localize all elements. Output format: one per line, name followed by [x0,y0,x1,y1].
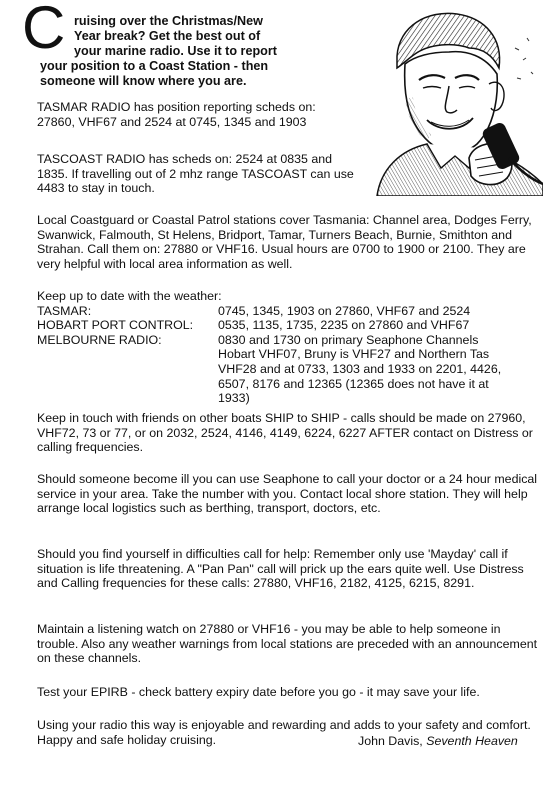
ship-to-ship-paragraph: Keep in touch with friends on other boats SHIP to SHIP - calls should be made on 27960, VHF72, 73 or 77, or on 2032, 2524, 4146, 4149, 6224, 6227 AFTER contact on Distress or calling frequencies. [37,411,533,455]
intro-line: Year break? Get the best out of [74,29,261,43]
difficulties-paragraph: Should you find yourself in difficulties call for help: Remember only use 'Mayday' call if situation is life threatening. A "Pan Pan" call will prick up the ears quite well. Use Distress and Calling frequencies for these calls: 27880, VHF16, 2182, 4125, 6215, 8291. [37,547,524,591]
station-times: 0535, 1135, 1735, 2235 on 27860 and VHF67 [218,318,470,333]
signature [358,734,518,748]
intro-paragraph [40,14,330,89]
weather-heading: Keep up to date with the weather: [37,289,222,303]
author-name: John Davis, [358,734,423,748]
coastguard-paragraph: Local Coastguard or Coastal Patrol stations cover Tasmania: Channel area, Dodges Ferry, Swanwick, Falmouth, St Helens, Bridport, Tamar, Turners Beach, Burnie, Smithton and Strahan. Call them on: 27880 or VHF16. Usual hours are 0700 to 1900 or 2100. They are very helpful with local area information as well. [37,213,532,271]
intro-line: someone will know where you are. [40,74,247,88]
weather-schedule [37,289,537,406]
drop-cap: C [22,0,66,61]
station-times: 0830 and 1730 on primary Seaphone Channels Hobart VHF07, Bruny is VHF27 and Northern Tas VHF28 and at 0733, 1303 and 1933 on 2201, 4426, 6507, 8176 and 12365 (12365 does not have it at 1933) [218,332,502,406]
intro-line: your marine radio. Use it to report [74,44,277,58]
station-times: 0745, 1345, 1903 on 27860, VHF67 and 2524 [218,303,471,318]
station-name: TASMAR: [37,303,92,318]
intro-line: ruising over the Christmas/New [74,14,263,28]
station-name: MELBOURNE RADIO: [37,332,162,347]
boat-name: Seventh Heaven [426,734,518,748]
weather-row [37,304,537,319]
tasmar-paragraph: TASMAR RADIO has position reporting scheds on: 27860, VHF67 and 2524 at 0745, 1345 and 1903 [37,100,316,129]
man-with-radio-microphone-icon [357,8,543,196]
medical-paragraph: Should someone become ill you can use Seaphone to call your doctor or a 24 hour medical service in your area. Take the number with you. Contact local shore station. They will help arrange local logistics such as berthing, transport, doctors, etc. [37,472,538,516]
listening-watch-paragraph: Maintain a listening watch on 27880 or VHF16 - you may be able to help someone in trouble. Also any weather warnings from local stations are preceded with an announcement on these channels. [37,622,538,666]
closing-paragraph: Using your radio this way is enjoyable and rewarding and adds to your safety and comfort. Happy and safe holiday cruising. [37,718,531,747]
intro-line: your position to a Coast Station - then [40,59,269,73]
epirb-paragraph: Test your EPIRB - check battery expiry date before you go - it may save your life. [37,685,480,699]
tascoast-paragraph: TASCOAST RADIO has scheds on: 2524 at 0835 and 1835. If travelling out of 2 mhz range TASCOAST can use 4483 to stay in touch. [37,152,354,196]
weather-row [37,318,537,333]
weather-row [37,333,537,406]
station-name: HOBART PORT CONTROL: [37,318,194,333]
